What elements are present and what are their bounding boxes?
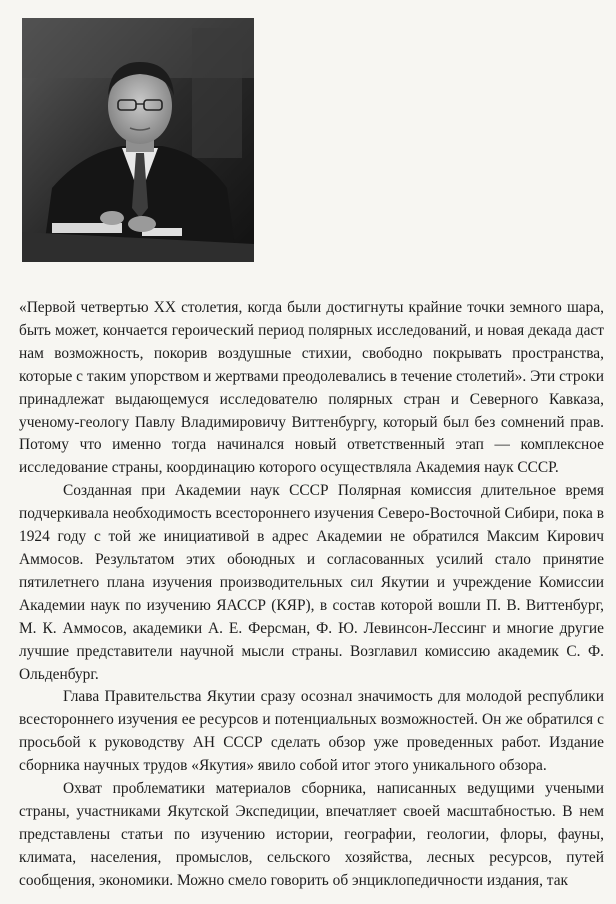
body-text	[19, 297, 604, 893]
portrait-photo	[22, 18, 254, 262]
paragraph-1: «Первой четвертью XX столетия, когда были достигнуты крайние точки земного шара, быть может, кончается героический период полярных исследований, и новая декада даст нам возможность, покорив воздушные стихии, свободно покрывать пространства, которые с таким упорством и жертвами преодолевались в течение столетий». Эти строки принадлежат выдающемуся исследователю полярных стран и Северного Кавказа, ученому-геологу Павлу Владимировичу Виттенбургу, который был без сомнений прав. Потому что именно тогда начинался новый ответственный этап — комплексное исследование страны, координацию которого осуществляла Академия наук СССР.	[19, 299, 604, 477]
paragraph-4: Охват проблематики материалов сборника, написанных ведущими учеными страны, участниками Якутской Экспедиции, впечатляет своей масштабностью. В нем представлены статьи по изучению истории, географии, геологии, флоры, фауны, климата, населения, промыслов, сельского хозяйства, лесных ресурсов, путей сообщения, экономики. Можно смело говорить об энциклопедичности издания, так	[19, 780, 604, 889]
paragraph-2: Созданная при Академии наук СССР Полярная комиссия длительное время подчеркивала необходимость всестороннего изучения Северо-Восточной Сибири, пока в 1924 году с той же инициативой в адрес Академии не обратился Максим Кирович Аммосов. Результатом этих обоюдных и согласованных усилий стало принятие пятилетнего плана изучения производительных сил Якутии и учреждение Комиссии Академии наук по изучению ЯАССР (КЯР), в состав которой вошли П. В. Виттенбург, М. К. Аммосов, академики А. Е. Ферсман, Ф. Ю. Левинсон-Лессинг и многие другие лучшие представители научной мысли страны. Возглавил комиссию академик С. Ф. Ольденбург.	[19, 482, 604, 683]
portrait-image	[22, 18, 254, 262]
paragraph-3: Глава Правительства Якутии сразу осознал значимость для молодой республики всестороннего изучения ее ресурсов и потенциальных возможностей. Он же обратился с просьбой к руководству АН СССР сделать обзор уже проведенных работ. Издание сборника научных трудов «Якутия» явило собой итог этого уникального обзора.	[19, 688, 604, 775]
